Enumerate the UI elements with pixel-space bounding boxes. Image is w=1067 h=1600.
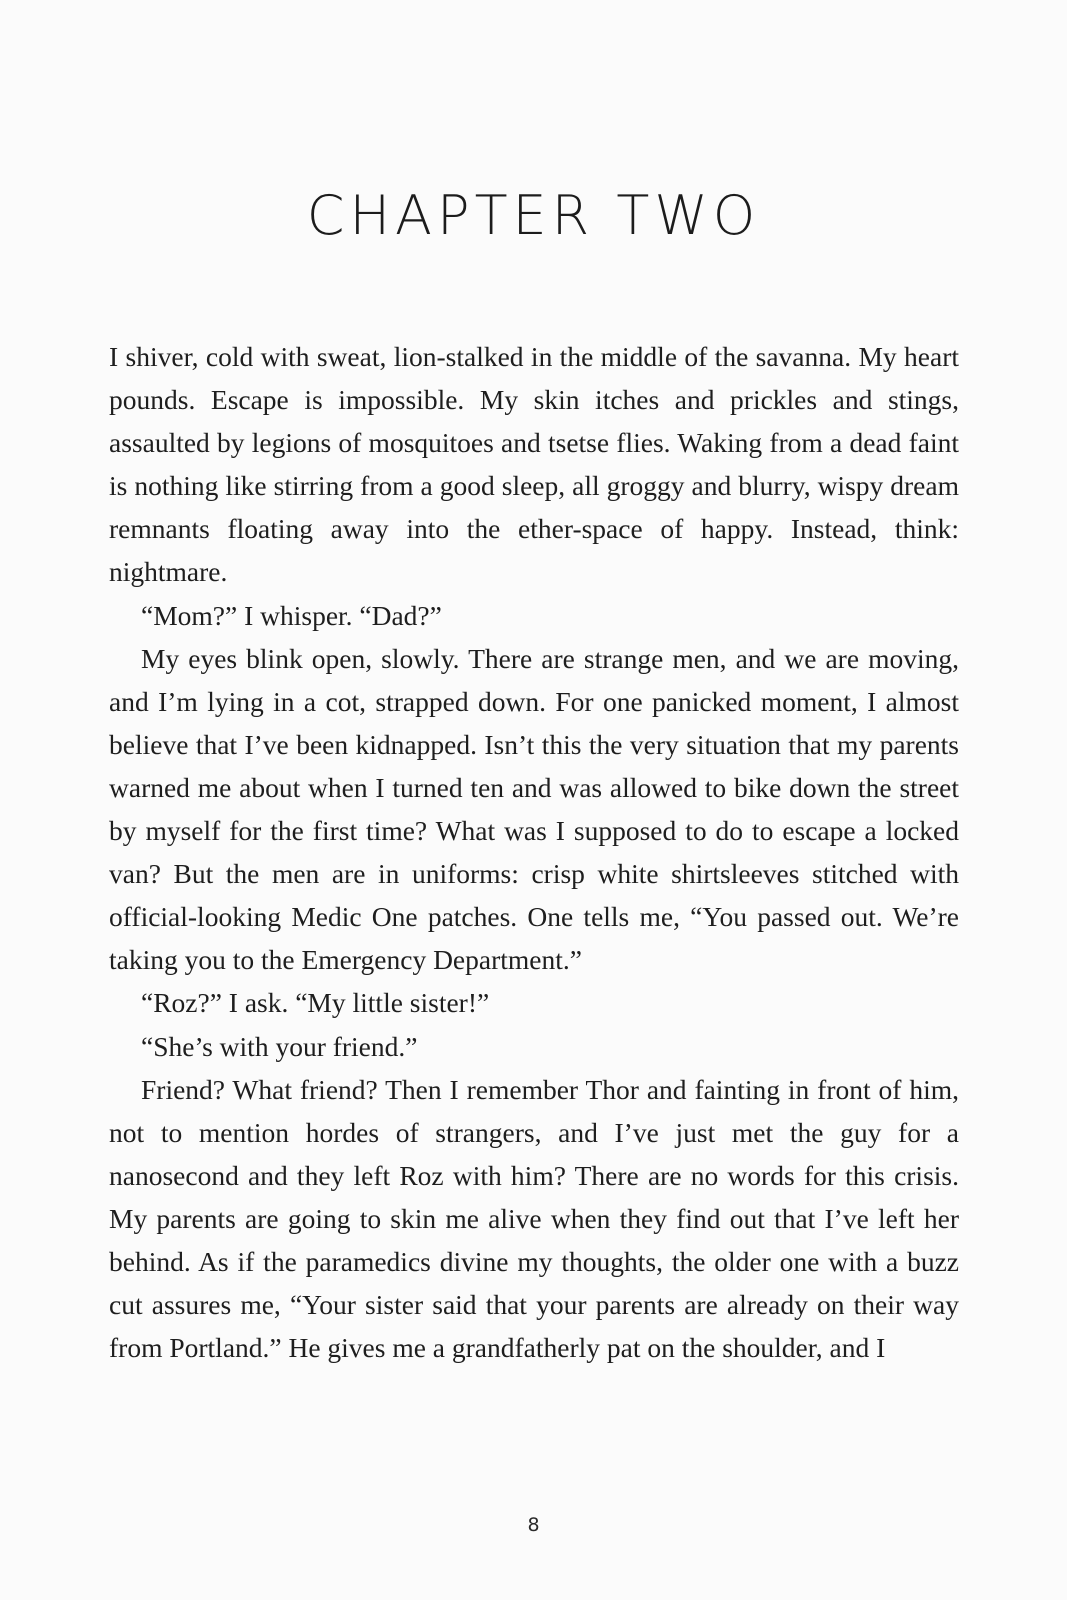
paragraph: “Mom?” I whisper. “Dad?” xyxy=(141,599,442,631)
page-number: 8 xyxy=(527,1514,540,1536)
chapter-title: CHAPTER TWO xyxy=(306,184,761,247)
paragraph: My eyes blink open, slowly. There are strange men, and we are moving, and I’m lying in a cot, strapped down. For one panicked moment, I almost believe that I’ve been kidnapped. Isn’t this the very situation that my parents warned me about when I turned ten and was allowed to bike down the street by myself for the first time? What was I supposed to do to escape a locked van? But the men are in uniforms: crisp white shirtsleeves stitched with official-looking Medic One patches. One tells me, “You passed out. We’re taking you to the Emergency Department.” xyxy=(109,642,959,976)
paragraph: “She’s with your friend.” xyxy=(141,1030,418,1062)
paragraph: Friend? What friend? Then I remember Thor and fainting in front of him, not to mention hordes of strangers, and I’ve just met the guy for a nanosecond and they left Roz with him? There are no words for this crisis. My parents are going to skin me alive when they find out that I’ve left her behind. As if the paramedics divine my thoughts, the older one with a buzz cut assures me, “Your sister said that your parents are already on their way from Portland.” He gives me a grandfatherly pat on the shoulder, and I xyxy=(109,1073,959,1364)
chapter-body xyxy=(109,335,959,1369)
paragraph: “Roz?” I ask. “My little sister!” xyxy=(141,987,490,1019)
paragraph: I shiver, cold with sweat, lion-stalked in the middle of the savanna. My heart pounds. Escape is impossible. My skin itches and prickles and stings, assaulted by legions of mosquitoes and tsetse flies. Waking from a dead faint is nothing like stirring from a good sleep, all groggy and blurry, wispy dream remnants floating away into the ether-space of happy. Instead, think: nightmare. xyxy=(109,341,959,588)
